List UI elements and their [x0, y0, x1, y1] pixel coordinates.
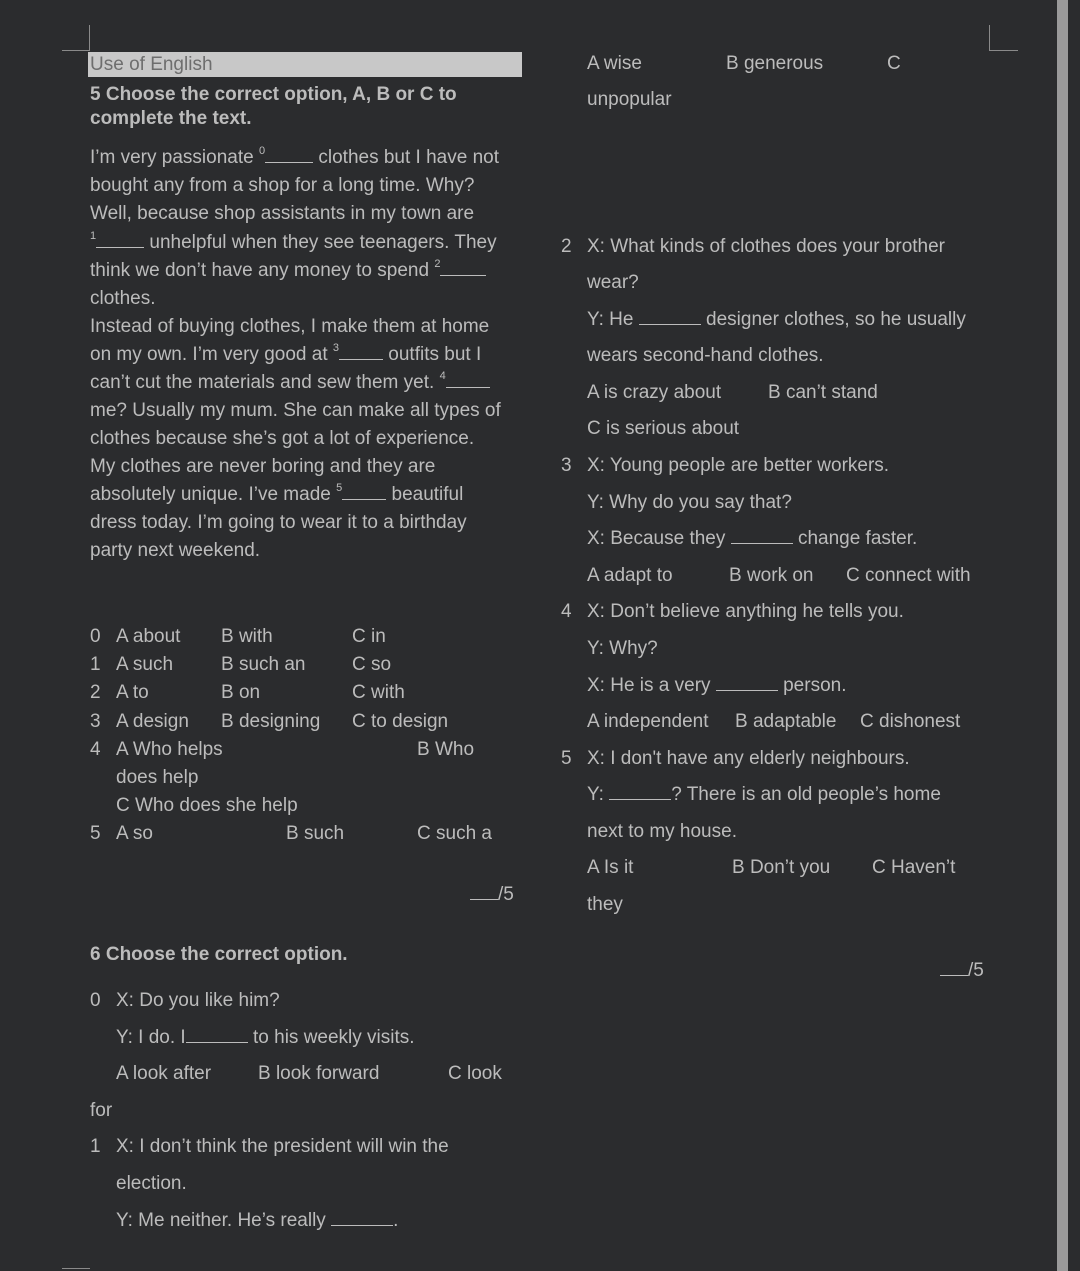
text-line: clothes because she’s got a lot of experience. [90, 428, 475, 449]
gap-number: 4 [439, 370, 446, 382]
text-line: absolutely unique. I’ve made $^5$ beautiful [90, 482, 464, 505]
option-a[interactable]: A about [116, 626, 181, 647]
text-line: bought any from a shop for a long time. Why? [90, 175, 475, 196]
option-a[interactable]: A Is it [587, 857, 634, 878]
option-c[interactable]: C with [352, 682, 405, 703]
question-y: Y: I do. I to his weekly visits. [116, 1027, 415, 1048]
option-b[interactable]: B can’t stand [768, 382, 878, 403]
question-x: X: Do you like him? [116, 990, 280, 1011]
option-number: 4 [90, 739, 101, 760]
option-c[interactable]: C dishonest [860, 711, 961, 732]
question-x: X: Don’t believe anything he tells you. [587, 601, 904, 622]
text-line: I’m very passionate $^0$ clothes but I have not [90, 145, 499, 168]
text-line: $^1$ unhelpful when they see teenagers. They [90, 230, 497, 253]
question-x-continued: election. [116, 1173, 187, 1194]
text-line: dress today. I’m going to wear it to a birthday [90, 512, 467, 533]
gap-blank[interactable] [446, 373, 490, 388]
option-c[interactable]: C connect with [846, 565, 971, 586]
option-c-continued: unpopular [587, 89, 672, 110]
option-c[interactable]: C [887, 53, 901, 74]
ex5-instruction: 5 Choose the correct option, A, B or C to [90, 84, 457, 105]
text-line: clothes. [90, 288, 156, 309]
question-x: X: I don't have any elderly neighbours. [587, 748, 910, 769]
option-number: 2 [90, 682, 101, 703]
question-number: 4 [561, 601, 572, 622]
gap-blank[interactable] [96, 233, 144, 248]
score-blank[interactable] [470, 885, 498, 900]
option-b[interactable]: B Don’t you [732, 857, 831, 878]
option-c[interactable]: C Haven’t [872, 857, 956, 878]
option-c[interactable]: C so [352, 654, 392, 675]
option-a[interactable]: A design [116, 711, 189, 732]
question-y-continued: wears second-hand clothes. [587, 345, 824, 366]
question-y: Y: Why do you say that? [587, 492, 792, 513]
ex5-instruction-line2: complete the text. [90, 108, 252, 129]
option-b-continued: does help [116, 767, 199, 788]
option-b[interactable]: B Who [417, 739, 475, 760]
question-number: 1 [90, 1136, 101, 1157]
option-number: 0 [90, 626, 101, 647]
crop-mark-bottom-left [62, 1268, 90, 1269]
section-title: Use of English [88, 52, 522, 77]
option-a[interactable]: A look after [116, 1063, 212, 1084]
option-b[interactable]: B with [221, 626, 273, 647]
scrollbar[interactable] [1057, 0, 1068, 1271]
option-b[interactable]: B on [221, 682, 261, 703]
ex6-instruction: 6 Choose the correct option. [90, 944, 348, 965]
option-b[interactable]: B generous [726, 53, 824, 74]
option-c[interactable]: C such a [417, 823, 492, 844]
option-a[interactable]: A to [116, 682, 149, 703]
option-b[interactable]: B work on [729, 565, 814, 586]
option-a[interactable]: A Who helps [116, 739, 223, 760]
option-number: 1 [90, 654, 101, 675]
option-number: 3 [90, 711, 101, 732]
option-b[interactable]: B such an [221, 654, 306, 675]
text-line: Instead of buying clothes, I make them at home [90, 316, 490, 337]
answer-blank[interactable] [609, 785, 671, 800]
gap-blank[interactable] [342, 485, 386, 500]
option-a[interactable]: A is crazy about [587, 382, 722, 403]
text-line: think we don’t have any money to spend $^2$ [90, 260, 486, 282]
gap-number: 3 [332, 342, 340, 354]
option-number: 5 [90, 823, 101, 844]
option-c-continued: they [587, 894, 623, 915]
option-c[interactable]: C Who does she help [116, 795, 298, 816]
question-x: X: Young people are better workers. [587, 455, 890, 476]
question-y-continued: next to my house. [587, 821, 737, 842]
gap-blank[interactable] [440, 261, 486, 276]
question-number: 2 [561, 236, 572, 257]
gap-blank[interactable] [339, 345, 383, 360]
text-line: can’t cut the materials and sew them yet. $^4$ [90, 372, 490, 394]
option-a[interactable]: A wise [587, 53, 642, 74]
answer-blank[interactable] [731, 529, 793, 544]
question-x2: X: Because they change faster. [587, 528, 918, 549]
crop-mark-top-left [62, 50, 90, 51]
text-line: My clothes are never boring and they are [90, 456, 436, 477]
ex5-score: /5 [470, 884, 514, 906]
gap-blank[interactable] [265, 148, 313, 163]
answer-blank[interactable] [639, 310, 701, 325]
option-c[interactable]: C look [448, 1063, 502, 1084]
option-c[interactable]: C to design [352, 711, 449, 732]
option-a[interactable]: A so [116, 823, 153, 844]
gap-number: 2 [434, 258, 441, 270]
question-x2: X: He is a very person. [587, 675, 847, 696]
crop-mark-top-right [989, 25, 1018, 51]
answer-blank[interactable] [331, 1211, 393, 1226]
option-c[interactable]: C is serious about [587, 418, 740, 439]
option-b[interactable]: B adaptable [735, 711, 837, 732]
question-y: Y: He designer clothes, so he usually [587, 309, 966, 330]
question-y: Y: Me neither. He’s really . [116, 1210, 399, 1231]
score-blank[interactable] [940, 961, 968, 976]
ex6-score: /5 [940, 960, 984, 982]
gap-number: 5 [336, 482, 343, 494]
question-x-continued: wear? [587, 272, 639, 293]
question-y: Y: Why? [587, 638, 658, 659]
question-number: 0 [90, 990, 101, 1011]
option-b[interactable]: B designing [221, 711, 321, 732]
option-a[interactable]: A such [116, 654, 174, 675]
answer-blank[interactable] [716, 676, 778, 691]
option-a[interactable]: A adapt to [587, 565, 673, 586]
text-line: Well, because shop assistants in my town are [90, 203, 475, 224]
text-line: party next weekend. [90, 540, 261, 561]
text-line: on my own. I’m very good at $^3$ outfits but I [90, 342, 482, 365]
question-x: X: I don’t think the president will win the [116, 1136, 449, 1157]
gap-number: 0 [258, 145, 266, 157]
option-b[interactable]: B such [286, 823, 345, 844]
gap-number: 1 [90, 230, 97, 242]
question-number: 3 [561, 455, 572, 476]
option-b[interactable]: B look forward [258, 1063, 380, 1084]
text-line: me? Usually my mum. She can make all types of [90, 400, 501, 421]
answer-blank[interactable] [186, 1028, 248, 1043]
option-c-continued: for [90, 1100, 113, 1121]
option-a[interactable]: A independent [587, 711, 709, 732]
question-number: 5 [561, 748, 572, 769]
crop-mark-top-left-v [89, 25, 90, 51]
question-x: X: What kinds of clothes does your brother [587, 236, 946, 257]
question-y: Y: ? There is an old people’s home [587, 784, 941, 805]
option-c[interactable]: C in [352, 626, 386, 647]
